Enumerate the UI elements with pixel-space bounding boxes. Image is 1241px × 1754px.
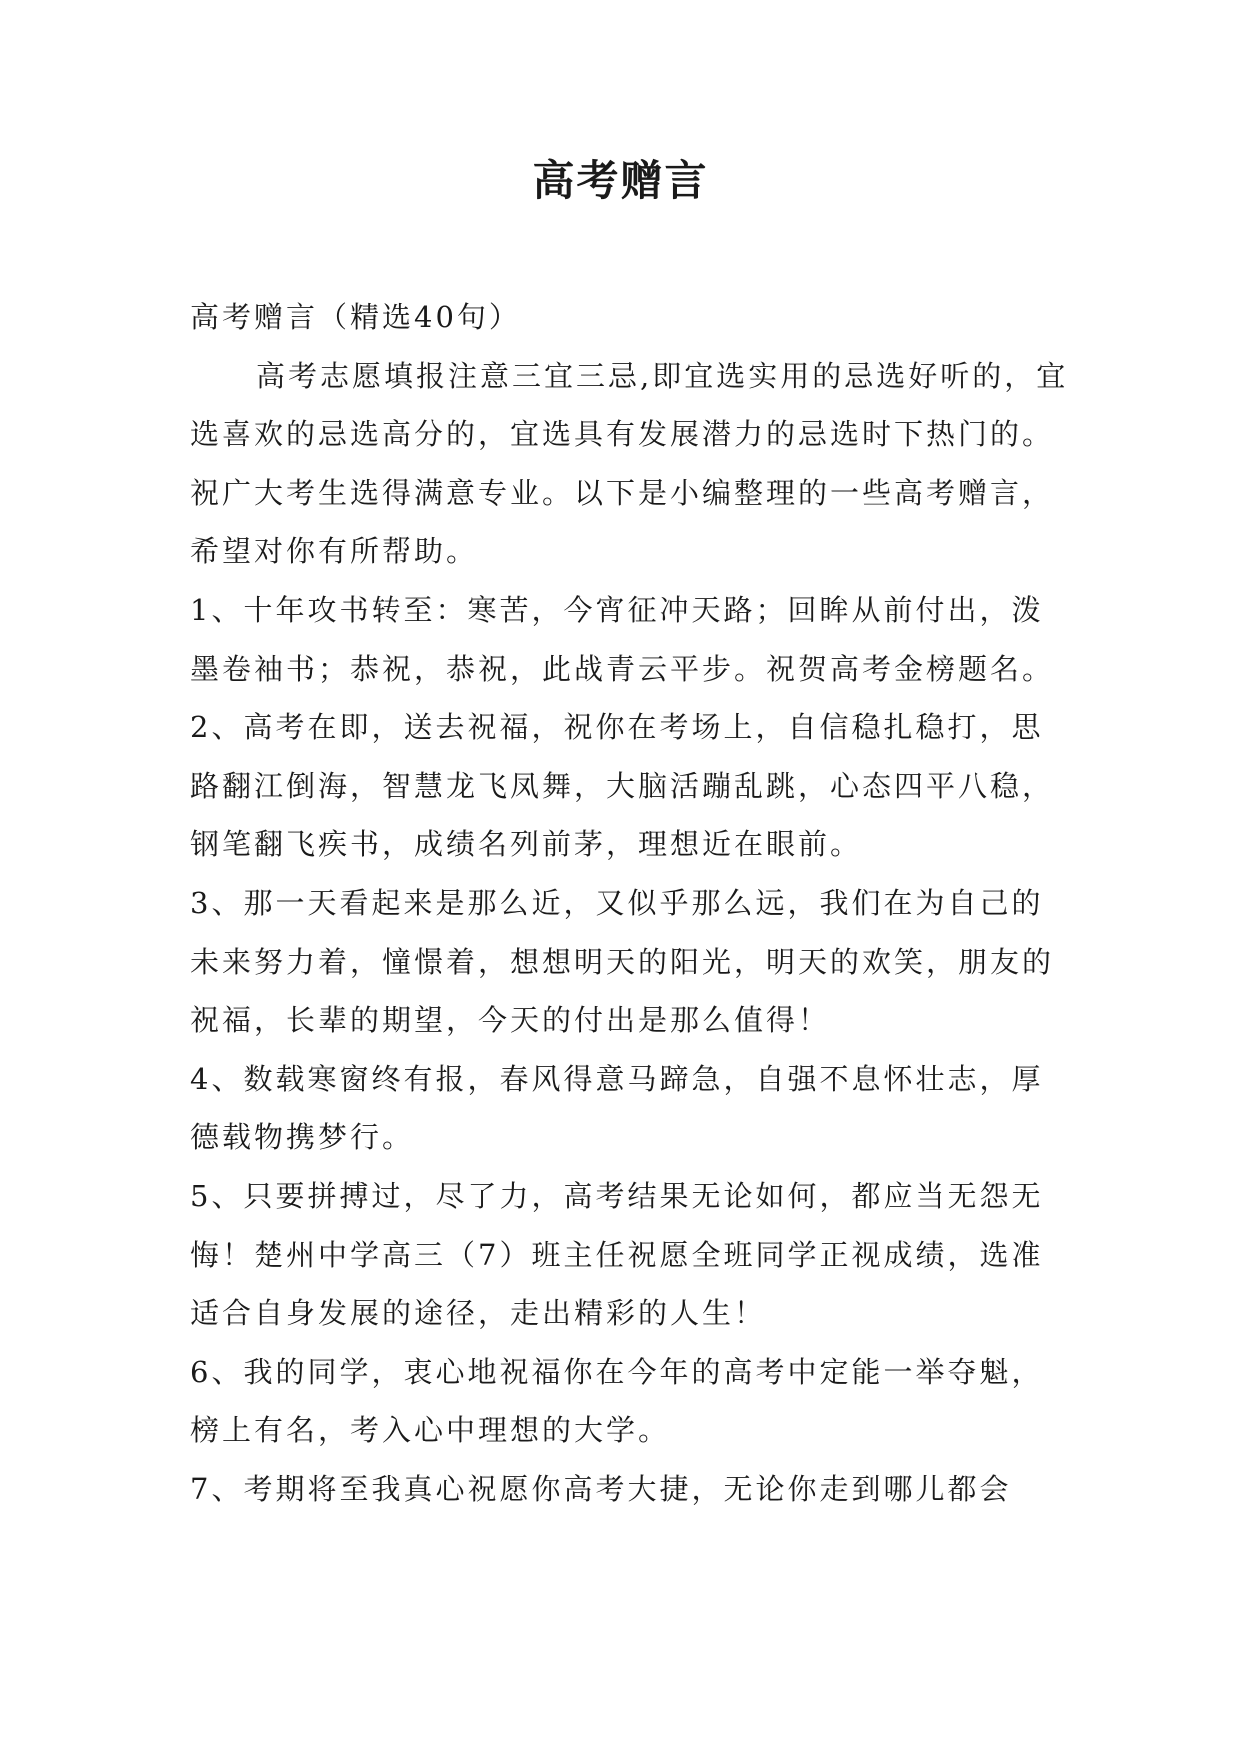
- list-item: 1、十年攻书转至：寒苦，今宵征冲天路；回眸从前付出，泼墨卷袖书；恭祝，恭祝，此战青云平步。祝贺高考金榜题名。: [190, 592, 1055, 686]
- document-subtitle: 高考赠言（精选40句）: [190, 300, 521, 334]
- list-item: 5、只要拼搏过，尽了力，高考结果无论如何，都应当无怨无悔！楚州中学高三（7）班主任祝愿全班同学正视成绩，选准适合自身发展的途径，走出精彩的人生！: [190, 1178, 1044, 1331]
- document-body: [190, 288, 1070, 1518]
- list-item: 4、数载寒窗终有报，春风得意马蹄急，自强不息怀壮志，厚德载物携梦行。: [190, 1061, 1044, 1155]
- intro-paragraph: 高考志愿填报注意三宜三忌,即宜选实用的忌选好听的，宜选喜欢的忌选高分的，宜选具有发展潜力的忌选时下热门的。祝广大考生选得满意专业。以下是小编整理的一些高考赠言，希望对你有所帮助。: [190, 358, 1069, 569]
- list-item: 7、考期将至我真心祝愿你高考大捷，无论你走到哪儿都会: [190, 1471, 1012, 1506]
- document-title: 高考赠言: [532, 156, 709, 205]
- list-item: 3、那一天看起来是那么近，又似乎那么远，我们在为自己的未来努力着，憧憬着，想想明天的阳光，明天的欢笑，朋友的祝福，长辈的期望，今天的付出是那么值得！: [190, 885, 1055, 1038]
- list-item: 6、我的同学，衷心地祝福你在今年的高考中定能一举夺魁，榜上有名，考入心中理想的大学。: [190, 1354, 1044, 1448]
- list-item: 2、高考在即，送去祝福，祝你在考场上，自信稳扎稳打，思路翻江倒海，智慧龙飞凤舞，大脑活蹦乱跳，心态四平八稳，钢笔翻飞疾书，成绩名列前茅，理想近在眼前。: [190, 710, 1055, 862]
